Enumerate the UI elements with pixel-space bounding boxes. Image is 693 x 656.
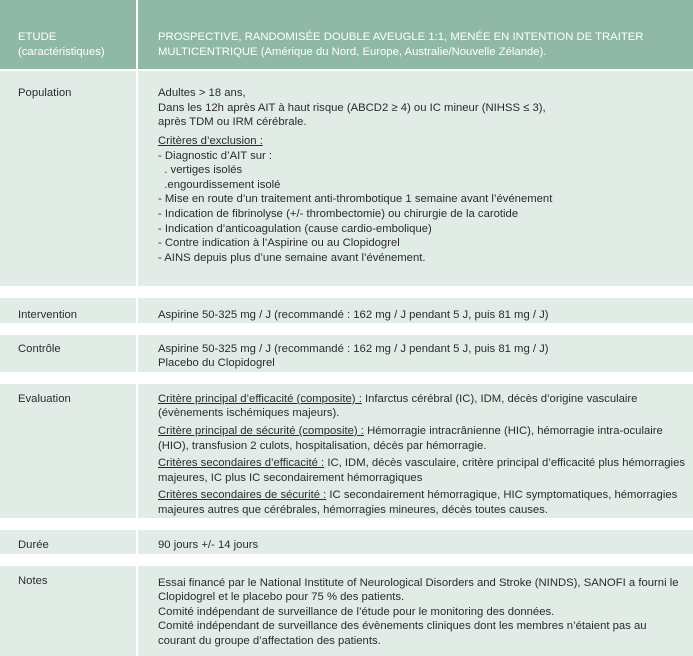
population-row bbox=[0, 70, 693, 286]
controle-content bbox=[137, 335, 693, 372]
notes-line: Comité indépendant de surveillance de l’étude pour le monitoring des données. bbox=[158, 605, 555, 618]
header-label-cell bbox=[0, 0, 137, 70]
notes-row bbox=[0, 566, 693, 656]
notes-line: Essai financé par le National Institute of Neurological Disorders and Stroke (NINDS), SANOFI a fourni le Clopidogrel et le placebo pour 75 % des patients. bbox=[158, 576, 679, 604]
evaluation-item-text: Hémorragie intracrânienne (HIC), hémorragie intra-oculaire (HIO), transfusion 2 culots, hospitalisation, décès par hémorragie. bbox=[158, 424, 663, 452]
evaluation-item-text: IC, IDM, décès vasculaire, critère principal d’efficacité plus hémorragies majeures, IC plus IC secondairement hémorragiques bbox=[158, 457, 685, 484]
population-content bbox=[137, 70, 693, 286]
notes-content bbox=[137, 566, 693, 656]
population-line: après TDM ou IRM cérébrale. bbox=[158, 116, 307, 129]
intervention-content bbox=[137, 298, 693, 323]
header-row bbox=[0, 0, 693, 70]
evaluation-item bbox=[158, 392, 685, 421]
row-spacer bbox=[0, 518, 693, 530]
evaluation-item-title: Critères secondaires d’efficacité : bbox=[158, 457, 325, 470]
duree-label: Durée bbox=[0, 530, 137, 554]
row-spacer bbox=[0, 372, 693, 384]
row-spacer bbox=[0, 286, 693, 298]
exclusion-line: - Diagnostic d’AIT sur : bbox=[158, 149, 273, 162]
exclusion-line: . vertiges isolés bbox=[158, 164, 243, 177]
row-spacer bbox=[0, 323, 693, 335]
exclusion-line: - Indication d’anticoagulation (cause cardio-embolique) bbox=[158, 222, 432, 235]
exclusion-line: - Mise en route d’un traitement anti-thrombotique 1 semaine avant l’événement bbox=[158, 193, 553, 206]
evaluation-item-text: IC secondairement hémorragique, HIC symptomatiques, hémorragies majeures autres que cérébrales, hémorragies mineures, décès toutes causes. bbox=[158, 489, 678, 516]
evaluation-content bbox=[137, 384, 693, 518]
header-design-caps: MULTICENTRIQUE bbox=[158, 45, 258, 58]
notes-line: Comité indépendant de surveillance des évènements cliniques dont les membres n’étaient pas au courant du groupe d’affectation des patients. bbox=[158, 620, 647, 647]
row-spacer bbox=[0, 554, 693, 566]
header-design-cell bbox=[137, 0, 693, 70]
evaluation-item-title: Critère principal d’efficacité (composite) : bbox=[158, 392, 362, 405]
controle-label: Contrôle bbox=[0, 335, 137, 372]
header-design-rest: (Amérique du Nord, Europe, Australie/Nouvelle Zélande). bbox=[257, 45, 547, 58]
evaluation-item bbox=[158, 456, 685, 485]
duree-text: 90 jours +/- 14 jours bbox=[158, 538, 259, 551]
exclusion-line: - Contre indication à l’Aspirine ou au Clopidogrel bbox=[158, 237, 400, 250]
header-design-line2 bbox=[158, 45, 685, 60]
controle-line2: Placebo du Clopidogrel bbox=[158, 357, 275, 370]
header-design-line1: PROSPECTIVE, RANDOMISÉE DOUBLE AVEUGLE 1:1, MENÉE EN INTENTION DE TRAITER bbox=[158, 31, 644, 43]
header-label-line1: ETUDE bbox=[18, 31, 57, 43]
exclusion-line: - AINS depuis plus d’une semaine avant l’événement. bbox=[158, 251, 426, 264]
header-label-line2: (caractéristiques) bbox=[18, 45, 105, 58]
population-line: Adultes > 18 ans, bbox=[158, 87, 246, 100]
intervention-row bbox=[0, 298, 693, 323]
exclusion-line: .engourdissement isolé bbox=[158, 178, 281, 191]
evaluation-item bbox=[158, 424, 685, 453]
evaluation-item-title: Critères secondaires de sécurité : bbox=[158, 489, 327, 502]
evaluation-row bbox=[0, 384, 693, 518]
evaluation-item-text: Infarctus cérébral (IC), IDM, décès d’origine vasculaire (évènements ischémiques majeurs). bbox=[158, 392, 638, 420]
controle-line1: Aspirine 50-325 mg / J (recommandé : 162 mg / J pendant 5 J, puis 81 mg / J) bbox=[158, 342, 549, 355]
evaluation-label: Evaluation bbox=[0, 384, 137, 518]
exclusion-line: - Indication de fibrinolyse (+/- thrombectomie) ou chirurgie de la carotide bbox=[158, 207, 519, 220]
evaluation-item-title: Critère principal de sécurité (composite) : bbox=[158, 424, 364, 437]
population-label: Population bbox=[0, 70, 137, 286]
controle-row bbox=[0, 335, 693, 372]
intervention-label: Intervention bbox=[0, 298, 137, 323]
duree-row bbox=[0, 530, 693, 554]
population-line: Dans les 12h après AIT à haut risque (ABCD2 ≥ 4) ou IC mineur (NIHSS ≤ 3), bbox=[158, 101, 546, 114]
exclusion-title: Critères d’exclusion : bbox=[158, 134, 263, 147]
notes-label: Notes bbox=[0, 566, 137, 656]
intervention-text: Aspirine 50-325 mg / J (recommandé : 162 mg / J pendant 5 J, puis 81 mg / J) bbox=[158, 309, 549, 322]
evaluation-item bbox=[158, 488, 685, 517]
duree-content bbox=[137, 530, 693, 554]
